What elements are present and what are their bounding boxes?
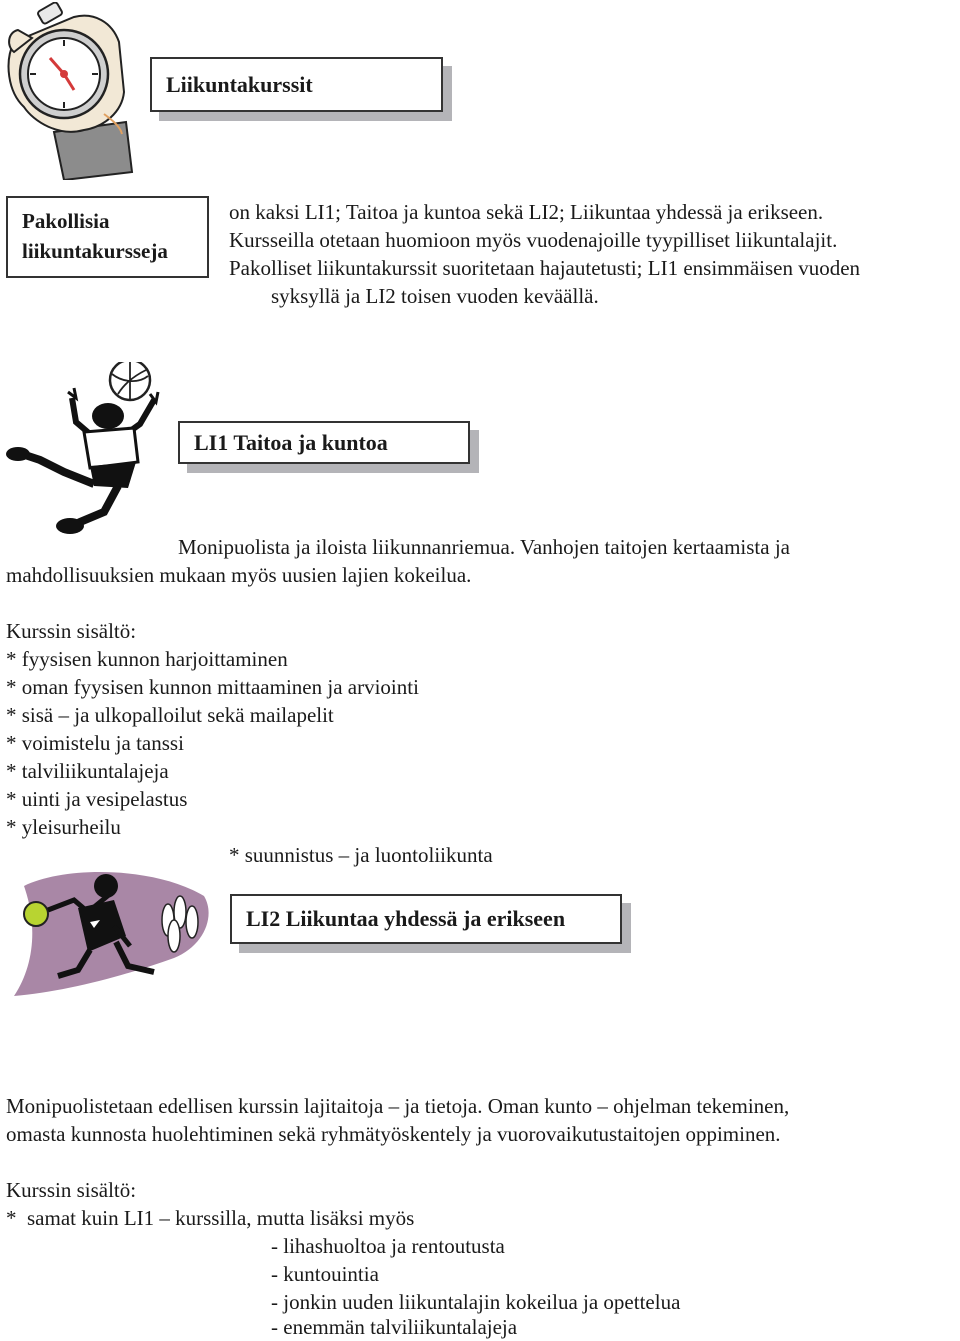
li1-list-item: * oman fyysisen kunnon mittaaminen ja arviointi [6,675,419,699]
li1-list-item: * sisä – ja ulkopalloilut sekä mailapelit [6,703,334,727]
volleyball-player-icon [4,362,164,538]
li1-title-box [178,421,470,464]
li1-list-item: * suunnistus – ja luontoliikunta [229,843,493,867]
li2-intro-line2: omasta kunnosta huolehtiminen sekä ryhmätyöskentely ja vuorovaikutustaitojen oppiminen. [6,1122,781,1146]
li1-intro-line1: Monipuolista ja iloista liikunnanriemua. Vanhojen taitojen kertaamista ja [178,535,790,559]
li1-list-item: * voimistelu ja tanssi [6,731,184,755]
li1-list-item: * yleisurheilu [6,815,121,839]
mandatory-label-line1: Pakollisia [22,209,110,233]
mandatory-courses-box [6,196,209,278]
li1-list-item: * talviliikuntalajeja [6,759,169,783]
page-title: Liikuntakurssit [166,71,313,97]
li1-content-label: Kurssin sisältö: [6,619,137,643]
li1-list-item: * fyysisen kunnon harjoittaminen [6,647,288,671]
stopwatch-icon [4,2,134,180]
li1-list-item: * uinti ja vesipelastus [6,787,188,811]
mandatory-text-line4: syksyllä ja LI2 toisen vuoden keväällä. [271,284,599,308]
li2-sub-item: - jonkin uuden liikuntalajin kokeilua ja opettelua [271,1290,681,1314]
li2-title: LI2 Liikuntaa yhdessä ja erikseen [246,906,566,931]
mandatory-text-line1: on kaksi LI1; Taitoa ja kuntoa sekä LI2; Liikuntaa yhdessä ja erikseen. [229,200,824,224]
li2-list-item: * samat kuin LI1 – kurssilla, mutta lisäksi myös [6,1206,415,1230]
page-title-box [150,57,443,112]
li2-intro-line1: Monipuolistetaan edellisen kurssin lajitaitoja – ja tietoja. Oman kunto – ohjelman tekeminen, [6,1094,790,1118]
li1-intro-line2: mahdollisuuksien mukaan myös uusien lajien kokeilua. [6,563,472,587]
li2-sub-item: - enemmän talviliikuntalajeja [271,1315,518,1339]
mandatory-label-line2: liikuntakursseja [22,239,168,263]
mandatory-text-line2: Kursseilla otetaan huomioon myös vuodenajoille tyypilliset liikuntalajit. [229,228,838,252]
mandatory-text-line3: Pakolliset liikuntakurssit suoritetaan hajautetusti; LI1 ensimmäisen vuoden [229,256,861,280]
bowling-icon [4,866,216,998]
li2-sub-item: - lihashuoltoa ja rentoutusta [271,1234,505,1258]
li2-content-label: Kurssin sisältö: [6,1178,137,1202]
li2-title-box [230,894,622,944]
li1-title: LI1 Taitoa ja kuntoa [194,429,388,455]
li2-sub-item: - kuntouintia [271,1262,379,1286]
